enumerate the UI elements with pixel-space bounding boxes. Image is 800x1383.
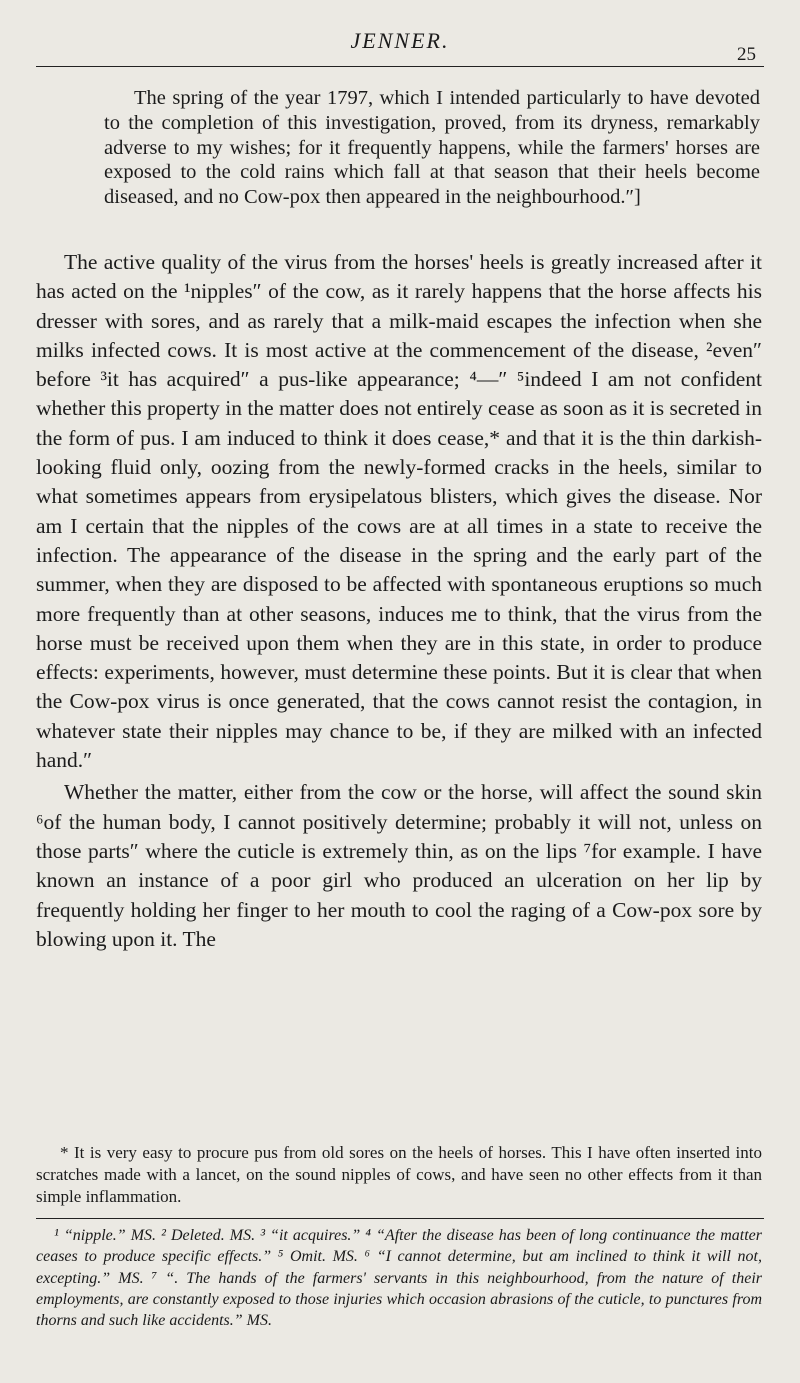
running-head: JENNER.: [350, 28, 450, 53]
footnote-text: * It is very easy to procure pus from old sores on the heels of horses. This I have often inserted into scratches made with a lancet, on the sound nipples of cows, and have seen no other effects from it than simple inflammation.: [36, 1143, 762, 1206]
main-text: [36, 248, 762, 954]
body-paragraph-1: The active quality of the virus from the horses' heels is greatly increased after it has acted on the ¹nipples″ of the cow, as it rarely happens that the horse affects his dresser with sores, and as rarely that a milk-maid escapes the infection when she milks infected cows. It is most active at the commencement of the disease, ²even″ before ³it has acquired″ a pus-like appearance; ⁴—″ ⁵indeed I am not confident whether this property in the matter does not entirely cease as soon as it is secreted in the form of pus. I am induced to think it does cease,* and that it is the thin darkish-looking fluid only, oozing from the newly-formed cracks in the heels, similar to what sometimes appears from erysipelatous blisters, which gives the disease. Nor am I certain that the nipples of the cows are at all times in a state to receive the infection. The appearance of the disease in the spring and the early part of the summer, when they are disposed to be affected with spontaneous eruptions so much more frequently than at other seasons, induces me to think, that the virus from the horse must be received upon them when they are in this state, in order to produce effects: experiments, however, must determine these points. But it is clear that when the Cow-pox virus is once generated, that the cows cannot resist the contagion, in whatever state their nipples may chance to be, if they are milked with an infected hand.″: [36, 250, 763, 773]
body-paragraph-2: Whether the matter, either from the cow or the horse, will affect the sound skin ⁶of the human body, I cannot positively determine; probably it will not, unless on those parts″ where the cuticle is extremely thin, as on the lips ⁷for example. I have known an instance of a poor girl who produced an ulceration on her lip by frequently holding her finger to her mouth to cool the raging of a Cow-pox sore by blowing upon it. The: [36, 780, 762, 951]
footnote: [36, 1142, 762, 1208]
header-rule: [36, 66, 764, 67]
page-number: 25: [737, 44, 756, 65]
variant-notes-text: ¹ “nipple.” MS. ² Deleted. MS. ³ “it acquires.” ⁴ “After the disease has been of long continuance the matter ceases to produce specific effects.” ⁵ Omit. MS. ⁶ “I cannot determine, but am inclined to think it will not, excepting.” MS. ⁷ “. The hands of the farmers' servants in this neighbourhood, from the nature of their employments, are constantly exposed to those injuries which occasion abrasions of the cuticle, to punctures from thorns and such like accidents.” MS.: [36, 1227, 762, 1330]
variant-notes: [36, 1225, 762, 1331]
footnote-rule: [36, 1218, 764, 1219]
quoted-passage: [104, 86, 760, 210]
quoted-paragraph: The spring of the year 1797, which I intended particularly to have devoted to the completion of this investigation, proved, from its dryness, remarkably adverse to my wishes; for it frequently happens, while the farmers' horses are exposed to the cold rains which fall at that season that their heels become diseased, and no Cow-pox then appeared in the neighbourhood.″]: [104, 87, 760, 209]
